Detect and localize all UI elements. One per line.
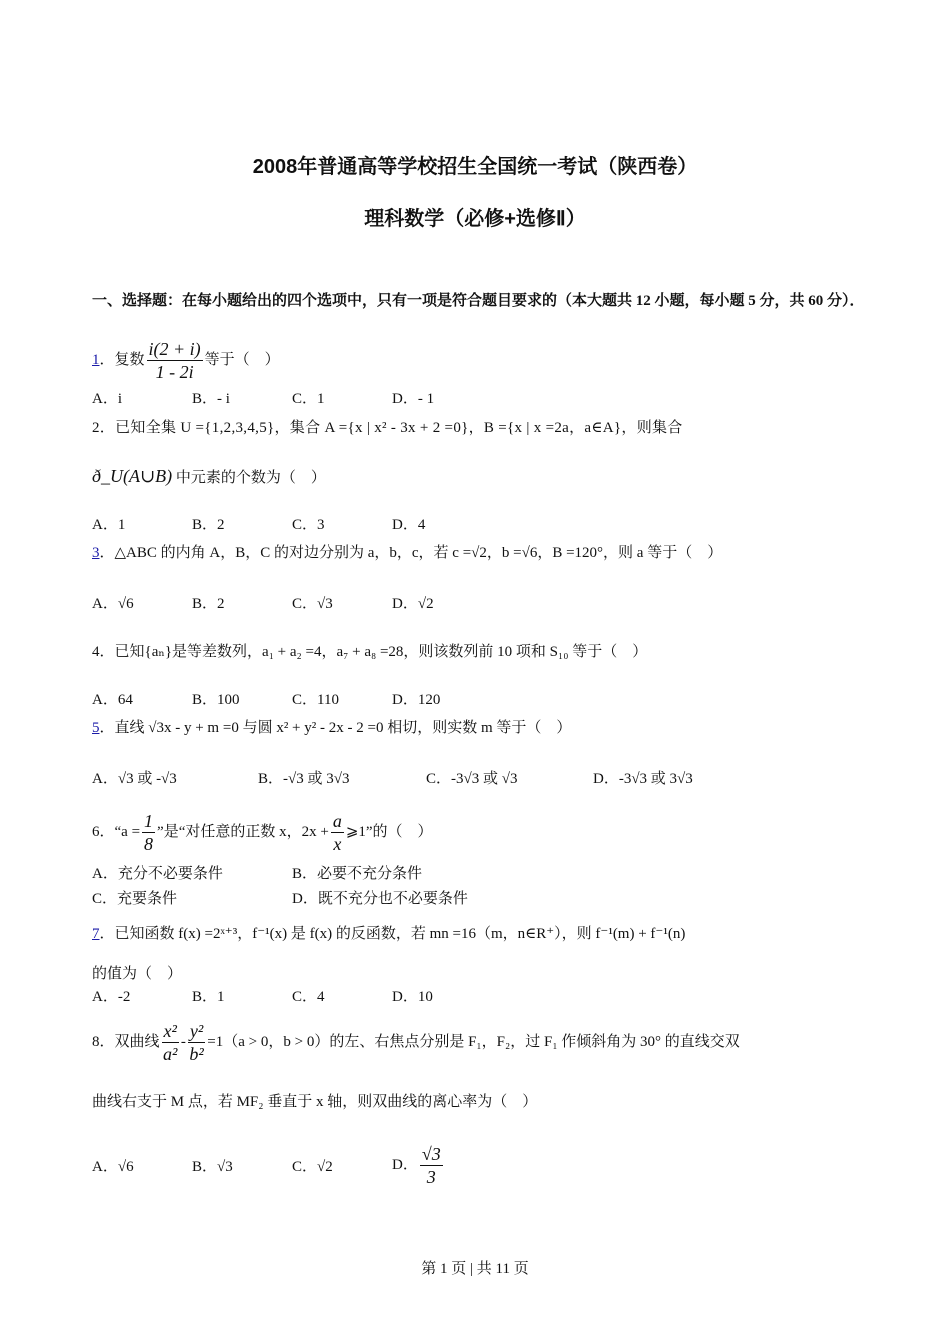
q6-option-a: A．充分不必要条件	[92, 866, 223, 882]
q2-option-a: A．1	[92, 517, 126, 533]
question-7-link[interactable]: 7	[92, 926, 100, 942]
q4-option-b: B．100	[192, 692, 240, 708]
question-3-link[interactable]: 3	[92, 545, 100, 561]
q7-option-c: C．4	[292, 989, 325, 1005]
page-footer: 第 1 页 | 共 11 页	[421, 1261, 529, 1277]
question-4: 4．已知{aₙ}是等差数列，a₁ + a₂ =4，a₇ + a₈ =28，则该数列前 10 项和 S₁₀ 等于（ ）	[92, 644, 648, 660]
q3-option-a: A．√6	[92, 596, 134, 612]
q8-option-d-fraction	[420, 1143, 443, 1188]
q8-f2-den: b²	[189, 1044, 204, 1064]
q8-option-d	[392, 1143, 445, 1188]
q6-f2-num: a	[332, 811, 342, 831]
section-heading: 一、选择题：在每小题给出的四个选项中，只有一项是符合题目要求的（本大题共 12 小题，每小题 5 分，共 60 分）．	[92, 293, 865, 309]
question-3	[92, 541, 722, 562]
q8-fraction-y	[188, 1020, 205, 1065]
q6-option-c: C．充要条件	[92, 891, 178, 907]
q7-line1-text: ．已知函数 f(x) =2ˣ⁺³，f⁻¹(x) 是 f(x) 的反函数，若 mn =16（m，n∈R⁺），则 f⁻¹(m) + f⁻¹(n)	[99, 926, 686, 942]
q7-option-d: D．10	[392, 989, 433, 1005]
q6-f2-den: x	[333, 834, 342, 854]
q8-f1-den: a²	[163, 1044, 178, 1064]
q1-denominator: 1 - 2i	[155, 362, 194, 382]
q8-optd-den: 3	[426, 1167, 436, 1187]
q1-option-c: C．1	[292, 391, 325, 407]
q2-option-b: B．2	[192, 517, 225, 533]
q8-prefix: 8．双曲线	[92, 1033, 160, 1050]
q3-option-d: D．√2	[392, 596, 434, 612]
q8-f1-num: x²	[163, 1021, 177, 1041]
q4-option-d: D．120	[392, 692, 441, 708]
question-7-line2: 的值为（ ）	[92, 966, 183, 982]
q6-suffix: ⩾1”的（ ）	[345, 823, 433, 840]
q8-suffix: =1（a > 0，b > 0）的左、右焦点分别是 F₁，F₂，过 F₁ 作倾斜角为 30° 的直线交双	[207, 1033, 740, 1050]
q6-fraction-1	[142, 810, 155, 855]
question-2-line1: 2．已知全集 U ={1,2,3,4,5}，集合 A ={x | x² - 3x + 2 =0}，B ={x | x =2a，a∈A}，则集合	[92, 420, 683, 436]
exam-subtitle: 理科数学（必修+选修Ⅱ）	[364, 208, 586, 230]
q8-minus: -	[180, 1033, 186, 1050]
question-1-link[interactable]: 1	[92, 351, 100, 368]
q6-option-d: D．既不充分也不必要条件	[292, 891, 468, 907]
q8-fraction-x	[162, 1020, 179, 1065]
q3-text: ．△ABC 的内角 A，B，C 的对边分别为 a，b，c，若 c =√2，b =√6，B =120°，则 a 等于（ ）	[99, 545, 723, 561]
q6-option-b: B．必要不充分条件	[292, 866, 423, 882]
q1-numerator: i(2 + i)	[148, 339, 201, 359]
q4-option-a: A．64	[92, 692, 133, 708]
question-5	[92, 716, 571, 737]
q6-f1-num: 1	[144, 811, 154, 831]
q5-option-d: D．-3√3 或 3√3	[593, 771, 693, 787]
q5-option-b: B．-√3 或 3√3	[258, 771, 350, 787]
q2-complement-expr: ð_U(A∪B)	[92, 466, 173, 486]
q1-option-a: A．i	[92, 391, 123, 407]
q6-middle: ”是“对任意的正数 x，2x +	[157, 823, 329, 840]
q3-option-c: C．√3	[292, 596, 333, 612]
q1-suffix: 等于（ ）	[204, 351, 280, 368]
q8-f2-num: y²	[189, 1021, 204, 1041]
question-5-link[interactable]: 5	[92, 720, 100, 736]
q8-option-a: A．√6	[92, 1159, 134, 1175]
q5-option-c: C．-3√3 或 √3	[426, 771, 518, 787]
question-1	[92, 338, 280, 383]
q6-f1-den: 8	[144, 834, 154, 854]
q8-option-b: B．√3	[192, 1159, 233, 1175]
question-8-line2: 曲线右支于 M 点，若 MF₂ 垂直于 x 轴，则双曲线的离心率为（ ）	[92, 1094, 538, 1110]
q7-option-b: B．1	[192, 989, 225, 1005]
q1-fraction	[147, 338, 203, 383]
q5-option-a: A．√3 或 -√3	[92, 771, 177, 787]
q8-option-d-label: D．	[392, 1156, 418, 1173]
q8-optd-num: √3	[421, 1144, 441, 1164]
q4-option-c: C．110	[292, 692, 339, 708]
q5-text: ．直线 √3x - y + m =0 与圆 x² + y² - 2x - 2 =0 相切，则实数 m 等于（ ）	[99, 720, 572, 736]
q7-option-a: A．-2	[92, 989, 131, 1005]
q1-option-d: D．- 1	[392, 391, 435, 407]
q6-prefix: 6．“a =	[92, 823, 141, 840]
q8-option-c: C．√2	[292, 1159, 333, 1175]
question-8-line1	[92, 1020, 740, 1065]
q2-option-c: C．3	[292, 517, 325, 533]
question-6	[92, 810, 433, 855]
q1-prefix: ．复数	[99, 351, 145, 368]
q1-option-b: B．- i	[192, 391, 230, 407]
exam-title: 2008年普通高等学校招生全国统一考试（陕西卷）	[252, 156, 698, 178]
q3-option-b: B．2	[192, 596, 225, 612]
question-2-line2	[92, 466, 326, 487]
q2-option-d: D．4	[392, 517, 426, 533]
q2-line2-text: 中元素的个数为（ ）	[175, 470, 326, 486]
q6-fraction-2	[331, 810, 344, 855]
question-7-line1	[92, 922, 685, 943]
